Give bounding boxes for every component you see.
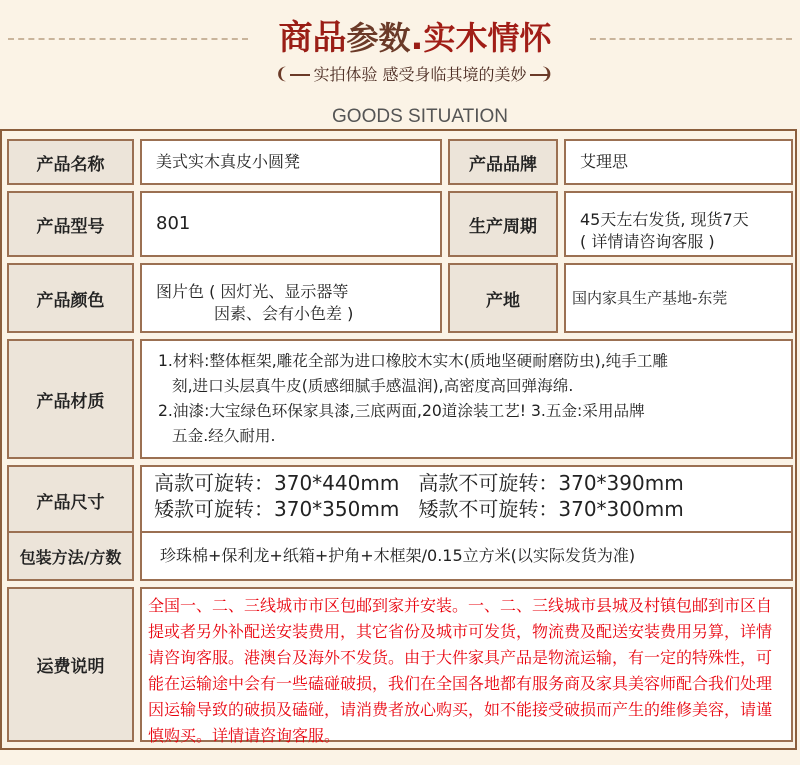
cycle-value-line1: 45天左右发货, 现货7天	[580, 210, 749, 229]
shipping-value-cell	[140, 587, 793, 745]
ornament-right-icon: ❩	[540, 64, 554, 83]
size-label: 产品尺寸	[36, 492, 105, 513]
header-divider-right	[590, 38, 792, 40]
brand-label: 产品品牌	[469, 154, 537, 175]
shipping-label-cell	[7, 587, 134, 742]
cycle-label: 生产周期	[469, 216, 537, 237]
color-value-cell	[140, 263, 442, 333]
origin-label-cell	[448, 263, 558, 333]
package-value: 珍珠棉+保利龙+纸箱+护角+木框架/0.15立方米(以实际发货为准)	[160, 546, 636, 565]
color-label: 产品颜色	[36, 290, 105, 311]
brand-value-cell	[564, 139, 793, 185]
color-label-cell	[7, 263, 134, 333]
title-dot: .	[410, 18, 424, 58]
material-label: 产品材质	[36, 391, 105, 412]
title-part3: 实木情怀	[423, 19, 552, 57]
material-line-1a: 1.材料:整体框架,雕花全部为进口橡胶木实木(质地坚硬耐磨防虫),纯手工雕	[158, 352, 669, 370]
name-value-cell	[140, 139, 442, 185]
english-subtitle: GOODS SITUATION	[332, 106, 508, 127]
origin-label: 产地	[486, 290, 520, 311]
title-part2: 参数	[346, 19, 411, 57]
shipping-label: 运费说明	[36, 657, 105, 677]
name-value: 美式实木真皮小圆凳	[156, 152, 301, 171]
name-label-cell	[7, 139, 134, 185]
size-line-2: 矮款可旋转：370*350mm 矮款不可旋转：370*300mm	[154, 497, 684, 521]
material-label-cell	[7, 339, 134, 459]
size-value-cell	[140, 465, 793, 535]
ornament-left-icon: ❨	[275, 64, 289, 83]
origin-value-cell	[564, 263, 793, 333]
color-value-line2: 因素、会有小色差 )	[214, 304, 354, 323]
cycle-value-line2: ( 详情请咨询客服 )	[580, 232, 715, 251]
size-label-cell	[7, 465, 134, 535]
brand-value: 艾理思	[580, 152, 629, 171]
cycle-value-cell	[564, 191, 793, 257]
color-value-line1: 图片色 ( 因灯光、显示器等	[156, 282, 349, 301]
package-value-cell	[140, 531, 793, 581]
package-label: 包装方法/方数	[19, 547, 122, 567]
cycle-label-cell	[448, 191, 558, 257]
package-label-cell	[7, 531, 134, 581]
material-line-2a: 2.油漆:大宝绿色环保家具漆,三底两面,20道涂装工艺! 3.五金:采用品牌	[158, 402, 645, 420]
page-title	[240, 10, 590, 59]
shipping-text: 全国一、二、三线城市市区包邮到家并安装。一、二、三线城市县城及村镇包邮到市区自提或者另外补配送安装费用，其它省份及城市可发货，物流费及配送安装费用另算，详情请咨询客服。港澳台及海外不发货。由于大件家具产品是物流运输，有一定的特殊性，可能在运输途中会有一些磕碰破损，我们在全国各地都有服务商及家具美容师配合我们处理因运输导致的破损及磕碰，请消费者放心购买，如不能接受破损而产生的维修美容，请谨慎购买。详情请咨询客服。	[148, 596, 773, 745]
material-line-1b: 刻,进口头层真牛皮(质感细腻手感温润),高密度高回弹海绵.	[172, 377, 574, 395]
size-line-1: 高款可旋转：370*440mm 高款不可旋转：370*390mm	[154, 471, 684, 495]
name-label: 产品名称	[36, 154, 105, 175]
page-subtitle: 实拍体验 感受身临其境的美妙	[313, 65, 527, 84]
origin-value: 国内家具生产基地-东莞	[572, 289, 728, 307]
model-label-cell	[7, 191, 134, 257]
model-label: 产品型号	[36, 216, 105, 237]
brand-label-cell	[448, 139, 558, 185]
material-value-cell	[140, 339, 793, 459]
title-part1: 商品	[278, 18, 347, 58]
header-divider-left	[8, 38, 248, 40]
model-value-cell	[140, 191, 442, 257]
model-value: 801	[156, 213, 191, 234]
material-line-2b: 五金.经久耐用.	[172, 427, 276, 445]
